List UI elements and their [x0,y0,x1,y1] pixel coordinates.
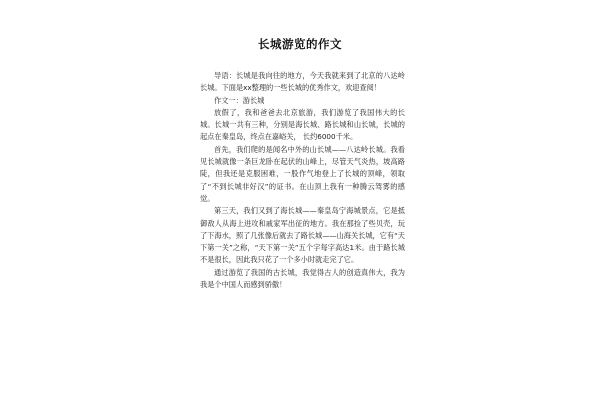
essay-heading: 作文一：游长城 [214,95,265,105]
body-paragraph: 首先，我们爬的是闻名中外的山长城——八达岭长城。我看见长城就像一条巨龙卧在起伏的山峰上，尽管天气炎热，坡高路陡，但我还是克服困难，一股作气地登上了长城的顶峰，领取了“不到长城非好汉”的证书。在山顶上我有一种腾云驾雾的感觉。 [200,144,405,203]
conclusion-paragraph: 通过游览了我国的古长城，我觉得古人的创造真伟大，我为我是个中国人而感到骄傲！ [200,267,405,290]
body-paragraph: 放假了，我和爸爸去北京旅游，我们游览了我国伟大的长城。长城一共有三种，分别是海长城、路长城和山长城，长城的起点在秦皇岛，终点在嘉峪关， 长约6000千米。 [200,107,405,142]
document-body [200,70,405,291]
intro-paragraph: 导语：长城是我向往的地方，今天我就来到了北京的八达岭长城。下面是xx整理的一些长城的优秀作文，欢迎查阅！ [200,71,405,93]
body-paragraph: 第三天，我们又到了海长城——秦皇岛宁海城景点，它是抵御敌人从海上进攻和戚家军出征的地方。我在那捡了些贝壳，玩了下海水，照了几张像后就去了路长城——山海关长城，它有“天下第一关”之称，“天下第一关”五个字每字高达1米。由于路长城不是很长，因此我只花了一个多小时就走完了它。 [200,206,405,265]
document-title: 长城游览的作文 [258,37,342,51]
